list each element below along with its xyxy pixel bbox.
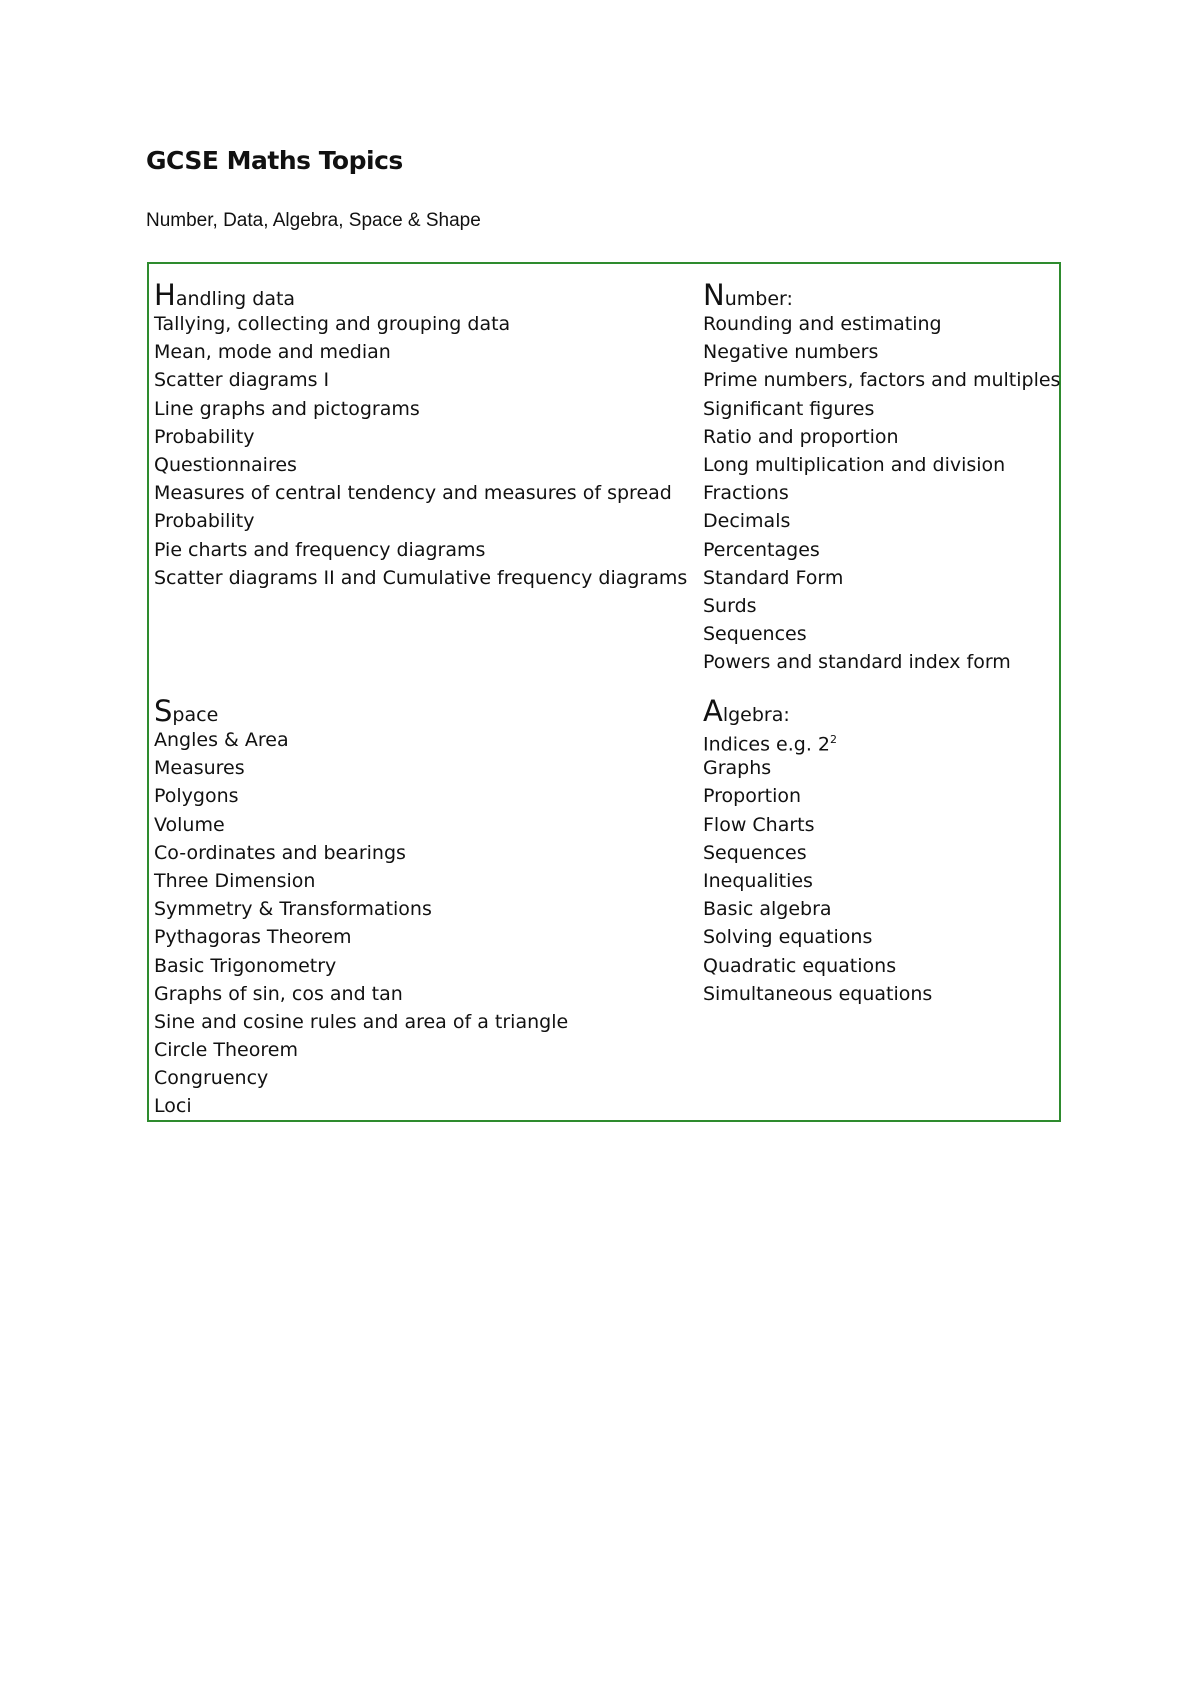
list-item: Angles & Area [154, 729, 289, 751]
heading-initial: A [703, 694, 723, 728]
list-item: Pythagoras Theorem [154, 926, 352, 949]
section-heading [154, 276, 687, 310]
section-heading [703, 692, 932, 726]
list-item: Volume [154, 813, 225, 836]
list-item: Quadratic equations [703, 954, 897, 977]
heading-initial: S [154, 694, 173, 728]
indices-label: Indices e.g. 2 [703, 733, 831, 756]
list-item: Line graphs and pictograms [154, 397, 420, 420]
number-section [703, 276, 1060, 676]
list-item: Decimals [703, 510, 791, 533]
list-item: Sine and cosine rules and area of a triangle [154, 1010, 569, 1033]
algebra-section [703, 692, 932, 1008]
topic-list [703, 310, 1060, 676]
topic-list [154, 310, 687, 592]
list-item: Sequences [703, 623, 807, 646]
page-title: GCSE Maths Topics [146, 146, 403, 175]
list-item: Scatter diagrams II and Cumulative frequency diagrams [154, 566, 688, 589]
list-item: Significant figures [703, 397, 875, 420]
list-item: Three Dimension [154, 869, 316, 892]
heading-rest: umber: [724, 288, 793, 310]
list-item: Measures of central tendency and measures of spread [154, 482, 672, 505]
list-item: Polygons [154, 785, 239, 808]
list-item: Graphs [703, 757, 772, 780]
list-item: Pie charts and frequency diagrams [154, 538, 486, 561]
list-item: Basic algebra [703, 898, 832, 921]
list-item: Congruency [154, 1067, 269, 1090]
indices-exponent: 2 [830, 733, 838, 746]
topic-list [154, 726, 568, 1121]
list-item: Percentages [703, 538, 820, 561]
heading-rest: lgebra: [722, 704, 790, 726]
list-item: Co-ordinates and bearings [154, 841, 406, 864]
list-item: Fractions [703, 482, 789, 505]
topic-list [703, 726, 932, 1008]
list-item: Standard Form [703, 566, 844, 589]
topics-box [147, 262, 1061, 1122]
list-item: Probability [154, 510, 255, 533]
list-item: Proportion [703, 785, 802, 808]
handling-data-section [154, 276, 687, 592]
list-item: Negative numbers [703, 341, 879, 364]
list-item: Probability [154, 425, 255, 448]
list-item: Flow Charts [703, 813, 815, 836]
list-item: Surds [703, 594, 757, 617]
list-item: Graphs of sin, cos and tan [154, 982, 403, 1005]
list-item: Prime numbers, factors and multiples [703, 369, 1061, 392]
list-item: Solving equations [703, 926, 873, 949]
list-item: Measures [154, 757, 245, 780]
list-item: Long multiplication and division [703, 453, 1006, 476]
list-item: Sequences [703, 841, 807, 864]
list-item: Simultaneous equations [703, 982, 933, 1005]
list-item: Questionnaires [154, 453, 297, 476]
section-heading [703, 276, 1060, 310]
list-item: Powers and standard index form [703, 651, 1011, 674]
list-item: Rounding and estimating [703, 313, 942, 335]
list-item: Circle Theorem [154, 1039, 298, 1062]
list-item: Scatter diagrams I [154, 369, 330, 392]
space-section [154, 692, 568, 1121]
page-subtitle: Number, Data, Algebra, Space & Shape [146, 210, 481, 231]
list-item-indices [703, 726, 932, 754]
list-item: Tallying, collecting and grouping data [154, 313, 511, 335]
heading-rest: pace [172, 704, 219, 726]
section-heading [154, 692, 568, 726]
heading-rest: andling data [175, 288, 296, 310]
list-item: Mean, mode and median [154, 341, 391, 364]
list-item: Basic Trigonometry [154, 954, 337, 977]
list-item: Symmetry & Transformations [154, 898, 432, 921]
list-item: Ratio and proportion [703, 425, 899, 448]
list-item: Loci [154, 1095, 192, 1118]
heading-initial: H [154, 278, 176, 312]
list-item: Inequalities [703, 869, 813, 892]
heading-initial: N [703, 278, 725, 312]
